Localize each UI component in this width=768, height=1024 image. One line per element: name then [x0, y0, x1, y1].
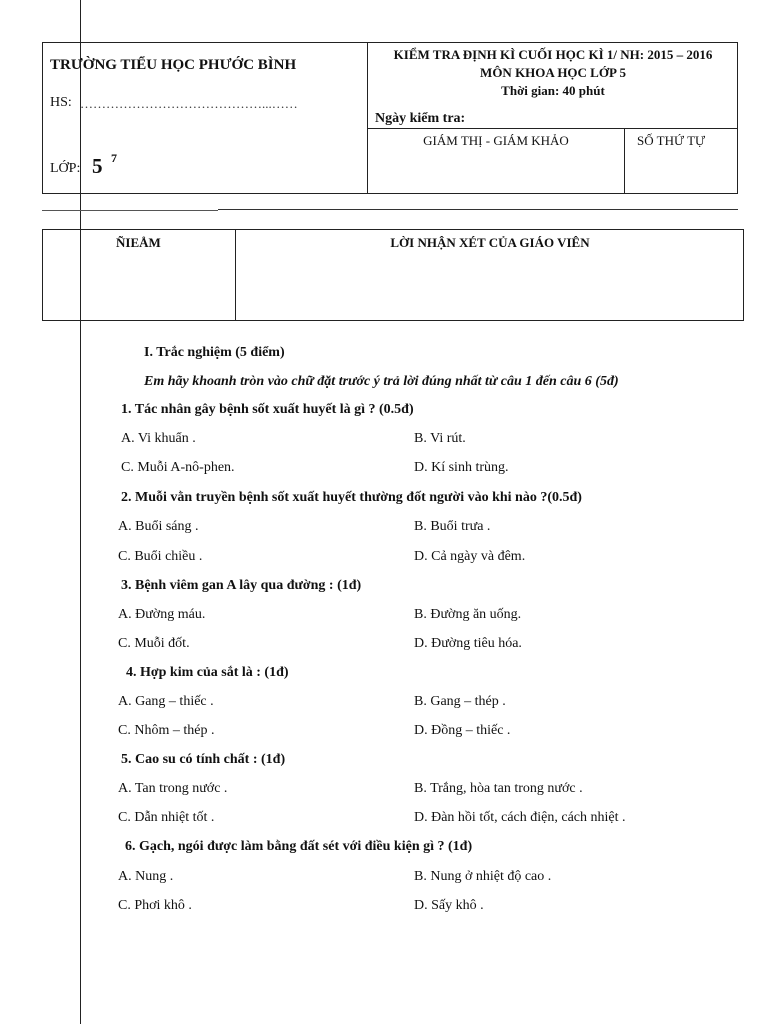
answer-3b[interactable]: B. Đường ăn uống. [414, 607, 522, 622]
answer-4a[interactable]: A. Gang – thiếc . [118, 694, 214, 709]
school-name: TRƯỜNG TIỂU HỌC PHƯỚC BÌNH [50, 57, 297, 73]
question-1: 1. Tác nhân gây bệnh sốt xuất huyết là gì ? (0.5đ) [121, 402, 414, 417]
answer-6b[interactable]: B. Nung ở nhiệt độ cao . [414, 869, 552, 884]
subject-title: MÔN KHOA HỌC LỚP 5 [480, 65, 626, 80]
question-3: 3. Bệnh viêm gan A lây qua đường : (1đ) [121, 578, 362, 593]
section-instruction: Em hãy khoanh tròn vào chữ đặt trước ý trả lời đúng nhất từ câu 1 đến câu 6 (5đ) [144, 374, 619, 389]
student-label: HS: [50, 95, 72, 110]
answer-1b[interactable]: B. Vi rút. [414, 431, 466, 446]
answer-1c[interactable]: C. Muỗi A-nô-phen. [121, 460, 235, 475]
exam-title: KIỂM TRA ĐỊNH KÌ CUỐI HỌC KÌ 1/ NH: 2015 – 2016 [393, 47, 713, 62]
order-number-label: SỐ THỨ TỰ [637, 133, 706, 148]
answer-5c[interactable]: C. Dẫn nhiệt tốt . [118, 810, 215, 825]
class-superscript: 7 [111, 151, 117, 165]
question-6: 6. Gạch, ngói được làm bằng đất sét với điều kiện gì ? (1đ) [125, 839, 473, 854]
answer-1a[interactable]: A. Vi khuẩn . [121, 431, 196, 446]
student-name-field[interactable]: ……………………………………...…… [80, 96, 298, 111]
answer-6c[interactable]: C. Phơi khô . [118, 898, 192, 913]
cut-line-left [42, 210, 218, 211]
order-cell-divider [624, 128, 625, 194]
answer-5b[interactable]: B. Trắng, hòa tan trong nước . [414, 781, 583, 796]
question-5: 5. Cao su có tính chất : (1đ) [121, 752, 286, 767]
answer-2b[interactable]: B. Buổi trưa . [414, 519, 491, 534]
answer-2a[interactable]: A. Buổi sáng . [118, 519, 199, 534]
score-label: ÑIEÅM [116, 235, 161, 250]
exam-date-label: Ngày kiểm tra: [375, 111, 466, 126]
section-title: I. Trắc nghiệm (5 điểm) [144, 345, 285, 360]
cut-line-right [218, 209, 738, 210]
teacher-comment-input[interactable] [237, 255, 742, 319]
answer-3c[interactable]: C. Muỗi đốt. [118, 636, 190, 651]
class-value: 5 [92, 154, 103, 178]
answer-4c[interactable]: C. Nhôm – thép . [118, 723, 215, 738]
answer-5d[interactable]: D. Đàn hồi tốt, cách điện, cách nhiệt . [414, 810, 626, 825]
answer-1d[interactable]: D. Kí sinh trùng. [414, 460, 509, 475]
answer-3d[interactable]: D. Đường tiêu hóa. [414, 636, 522, 651]
teacher-comment-label: LỜI NHẬN XÉT CỦA GIÁO VIÊN [390, 235, 590, 250]
answer-5a[interactable]: A. Tan trong nước . [118, 781, 228, 796]
answer-4d[interactable]: D. Đồng – thiếc . [414, 723, 511, 738]
answer-6a[interactable]: A. Nung . [118, 869, 174, 884]
question-2: 2. Muỗi vằn truyền bệnh sốt xuất huyết thường đốt người vào khi nào ?(0.5đ) [121, 490, 582, 505]
class-label: LỚP: [50, 161, 81, 176]
supervisor-label: GIÁM THỊ - GIÁM KHẢO [423, 133, 569, 148]
answer-4b[interactable]: B. Gang – thép . [414, 694, 506, 709]
answer-2c[interactable]: C. Buổi chiều . [118, 549, 203, 564]
question-4: 4. Hợp kim của sắt là : (1đ) [126, 665, 289, 680]
answer-3a[interactable]: A. Đường máu. [118, 607, 206, 622]
exam-time: Thời gian: 40 phút [501, 83, 605, 98]
answer-2d[interactable]: D. Cả ngày và đêm. [414, 549, 526, 564]
answer-6d[interactable]: D. Sấy khô . [414, 898, 484, 913]
score-input[interactable] [43, 255, 234, 319]
header-inner-divider [367, 128, 738, 129]
